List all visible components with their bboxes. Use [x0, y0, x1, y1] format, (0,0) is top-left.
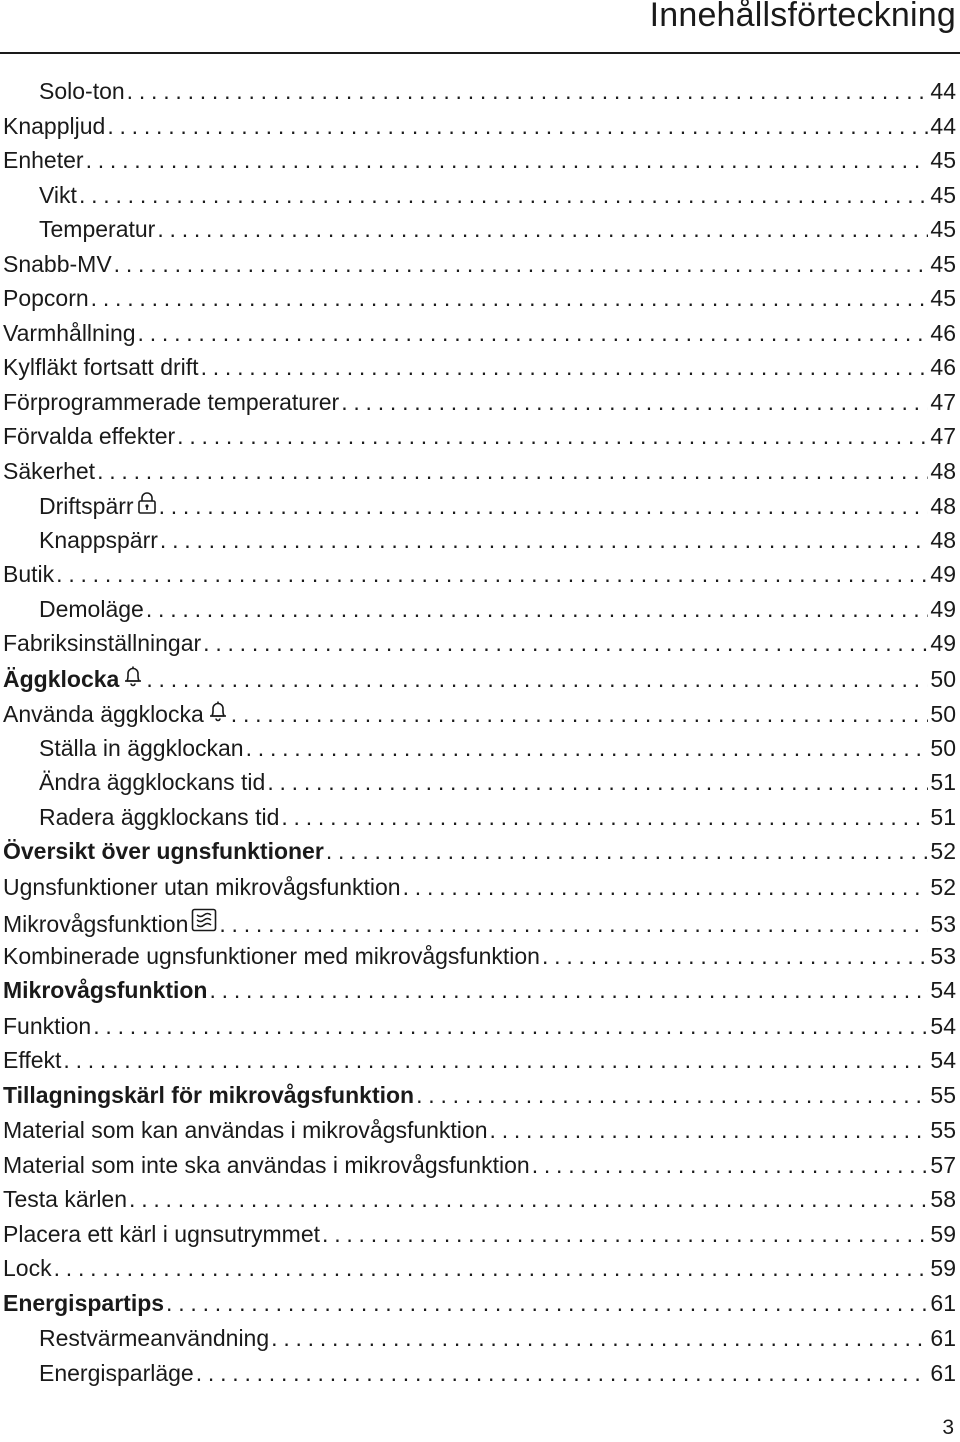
toc-entry-page: 50 [930, 701, 956, 727]
toc-entry-page: 61 [930, 1289, 956, 1316]
toc-entry-label: Mikrovågsfunktion [3, 911, 189, 937]
toc-entry [3, 423, 956, 458]
toc-entry-page: 45 [930, 250, 956, 277]
toc-entry [3, 1082, 956, 1118]
toc-dot-leader [79, 182, 928, 209]
toc-dot-leader [138, 320, 929, 347]
toc-dot-leader [322, 1221, 928, 1248]
toc-entry-label: Översikt över ugnsfunktioner [3, 838, 324, 864]
toc-dot-leader [177, 423, 928, 450]
toc-dot-leader [129, 1186, 928, 1213]
lock-icon [137, 492, 157, 520]
page-number: 3 [942, 1416, 954, 1439]
toc-entry [3, 838, 956, 874]
toc-entry-page: 50 [930, 665, 956, 692]
toc-entry-page: 54 [930, 1012, 956, 1039]
toc-entry [3, 1152, 956, 1187]
toc-dot-leader [97, 458, 928, 485]
toc-dot-leader [54, 1255, 929, 1282]
toc-entry [3, 251, 956, 286]
toc-dot-leader [196, 1360, 929, 1387]
toc-entry-page: 54 [930, 977, 956, 1003]
toc-entry-label: Demoläge [39, 595, 144, 622]
toc-dot-leader [86, 147, 929, 174]
toc-entry-page: 55 [930, 1081, 956, 1108]
toc-entry [3, 1325, 956, 1360]
toc-entry-label: Vikt [39, 181, 77, 208]
header-rule [0, 52, 960, 54]
toc-entry-label: Energisparläge [39, 1359, 194, 1386]
toc-entry-label: Material som inte ska användas i mikrovågsfunktion [3, 1151, 530, 1178]
toc-dot-leader [107, 113, 928, 140]
toc-entry-page: 45 [930, 285, 956, 311]
toc-entry [3, 1186, 956, 1221]
toc-entry [3, 561, 956, 596]
toc-entry-page: 52 [930, 873, 956, 900]
toc-entry [3, 735, 956, 770]
toc-entry-label: Knappljud [3, 112, 106, 139]
toc-dot-leader [127, 78, 929, 105]
toc-entry [3, 804, 956, 839]
toc-entry-label: Kombinerade ugnsfunktioner med mikrovågsfunktion [3, 942, 540, 969]
toc-entry [3, 1221, 956, 1256]
toc-entry-page: 47 [930, 423, 956, 449]
toc-entry-label: Tillagningskärl för mikrovågsfunktion [3, 1081, 415, 1108]
toc-entry [3, 700, 956, 735]
toc-entry-label: Material som kan användas i mikrovågsfunktion [3, 1117, 488, 1143]
toc-entry-label: Enheter [3, 147, 84, 173]
toc-entry-label: Äggklocka [3, 665, 120, 692]
toc-dot-leader [326, 838, 929, 865]
toc-entry-label: Lock [3, 1255, 52, 1281]
toc-dot-leader [416, 1082, 928, 1109]
toc-entry-label: Förvalda effekter [3, 423, 176, 449]
toc-entry [3, 1117, 956, 1152]
toc-entry-label: Knappspärr [39, 526, 158, 553]
toc-entry [3, 458, 956, 493]
toc-entry-page: 44 [930, 78, 956, 104]
toc-entry [3, 1047, 956, 1082]
toc-entry-page: 51 [930, 769, 956, 795]
toc-entry [3, 182, 956, 217]
toc-entry-page: 55 [930, 1117, 956, 1143]
page-title: Innehållsförteckning [649, 0, 956, 34]
toc-dot-leader [146, 596, 929, 623]
toc-dot-leader [91, 285, 929, 312]
toc-entry [3, 216, 956, 251]
toc-entry [3, 943, 956, 978]
toc-dot-leader [267, 769, 928, 796]
toc-entry-label: Varmhållning [3, 319, 136, 346]
toc-entry-page: 46 [930, 319, 956, 346]
bell-icon [207, 700, 229, 728]
toc-entry-label: Effekt [3, 1047, 62, 1073]
toc-entry-page: 45 [930, 147, 956, 173]
bell-icon [122, 665, 144, 693]
toc-dot-leader [231, 701, 929, 728]
toc-dot-leader [403, 874, 929, 901]
toc-entry-label: Driftspärr [39, 493, 134, 519]
toc-entry-label: Kylfläkt fortsatt drift [3, 354, 199, 380]
toc-entry [3, 1360, 956, 1395]
toc-entry-page: 47 [930, 388, 956, 415]
toc-entry [3, 1290, 956, 1326]
toc-entry-page: 54 [930, 1047, 956, 1073]
toc-entry-page: 52 [930, 838, 956, 864]
toc-entry [3, 285, 956, 320]
toc-entry-label: Radera äggklockans tid [39, 803, 280, 830]
toc-dot-leader [157, 216, 928, 243]
toc-dot-leader [166, 1290, 928, 1317]
toc-dot-leader [341, 389, 928, 416]
microwave-icon [191, 908, 217, 938]
toc-dot-leader [490, 1117, 929, 1144]
toc-entry [3, 113, 956, 148]
toc-entry [3, 596, 956, 631]
toc-dot-leader [271, 1325, 928, 1352]
toc-entry [3, 1255, 956, 1290]
toc-dot-leader [63, 1047, 928, 1074]
toc-entry-label: Solo-ton [39, 78, 125, 104]
toc-dot-leader [56, 561, 928, 588]
toc-entry-label: Ugnsfunktioner utan mikrovågsfunktion [3, 873, 401, 900]
toc-entry-page: 53 [930, 942, 956, 969]
toc-entry-page: 57 [930, 1151, 956, 1178]
toc-entry [3, 630, 956, 665]
toc-dot-leader [93, 1013, 928, 1040]
toc-entry-page: 59 [930, 1220, 956, 1247]
toc-entry [3, 527, 956, 562]
toc-entry-label: Testa kärlen [3, 1186, 128, 1212]
toc-entry-page: 48 [930, 526, 956, 553]
toc-entry-page: 50 [930, 734, 956, 761]
toc-dot-leader [281, 804, 928, 831]
toc-entry-page: 49 [930, 595, 956, 622]
toc-entry-label: Mikrovågsfunktion [3, 977, 208, 1003]
toc-dot-leader [114, 251, 929, 278]
toc-entry-page: 48 [930, 457, 956, 484]
toc-entry-label: Funktion [3, 1012, 92, 1039]
toc-entry-page: 53 [930, 911, 956, 937]
toc-entry [3, 147, 956, 182]
toc-entry-page: 49 [930, 630, 956, 656]
toc-dot-leader [219, 911, 928, 938]
toc-dot-leader [209, 977, 928, 1004]
toc-entry-label: Fabriksinställningar [3, 630, 202, 656]
toc-entry-label: Popcorn [3, 285, 89, 311]
toc-entry [3, 908, 956, 943]
toc-dot-leader [159, 493, 929, 520]
toc-entry [3, 977, 956, 1013]
toc-entry-label: Temperatur [39, 216, 156, 242]
toc-dot-leader [160, 527, 928, 554]
toc-dot-leader [532, 1152, 929, 1179]
table-of-contents [3, 78, 956, 1394]
toc-entry-page: 46 [930, 354, 956, 380]
toc-dot-leader [203, 630, 928, 657]
toc-entry-label: Restvärmeanvändning [39, 1325, 270, 1351]
toc-entry-page: 61 [930, 1325, 956, 1351]
toc-entry-label: Ställa in äggklockan [39, 734, 244, 761]
toc-entry [3, 769, 956, 804]
toc-entry-page: 48 [930, 493, 956, 519]
toc-entry-page: 45 [930, 216, 956, 242]
toc-entry-label: Snabb-MV [3, 250, 112, 277]
toc-entry-label: Placera ett kärl i ugnsutrymmet [3, 1220, 321, 1247]
toc-entry [3, 665, 956, 701]
toc-dot-leader [146, 666, 928, 693]
toc-dot-leader [542, 943, 928, 970]
toc-entry [3, 1013, 956, 1048]
toc-entry [3, 78, 956, 113]
toc-entry [3, 492, 956, 527]
toc-dot-leader [246, 735, 929, 762]
toc-entry [3, 389, 956, 424]
toc-dot-leader [201, 354, 929, 381]
toc-entry-page: 45 [930, 181, 956, 208]
toc-entry [3, 354, 956, 389]
toc-entry-page: 44 [930, 112, 956, 139]
toc-entry-page: 59 [930, 1255, 956, 1281]
toc-entry-page: 49 [930, 561, 956, 587]
toc-entry [3, 874, 956, 909]
toc-entry-label: Förprogrammerade temperaturer [3, 388, 340, 415]
toc-entry-label: Använda äggklocka [3, 701, 204, 727]
toc-entry-label: Ändra äggklockans tid [39, 769, 266, 795]
toc-entry-page: 51 [930, 803, 956, 830]
toc-entry [3, 320, 956, 355]
toc-entry-page: 61 [930, 1359, 956, 1386]
toc-entry-label: Energispartips [3, 1289, 165, 1316]
toc-entry-label: Butik [3, 561, 55, 587]
toc-entry-label: Säkerhet [3, 457, 96, 484]
toc-entry-page: 58 [930, 1186, 956, 1212]
